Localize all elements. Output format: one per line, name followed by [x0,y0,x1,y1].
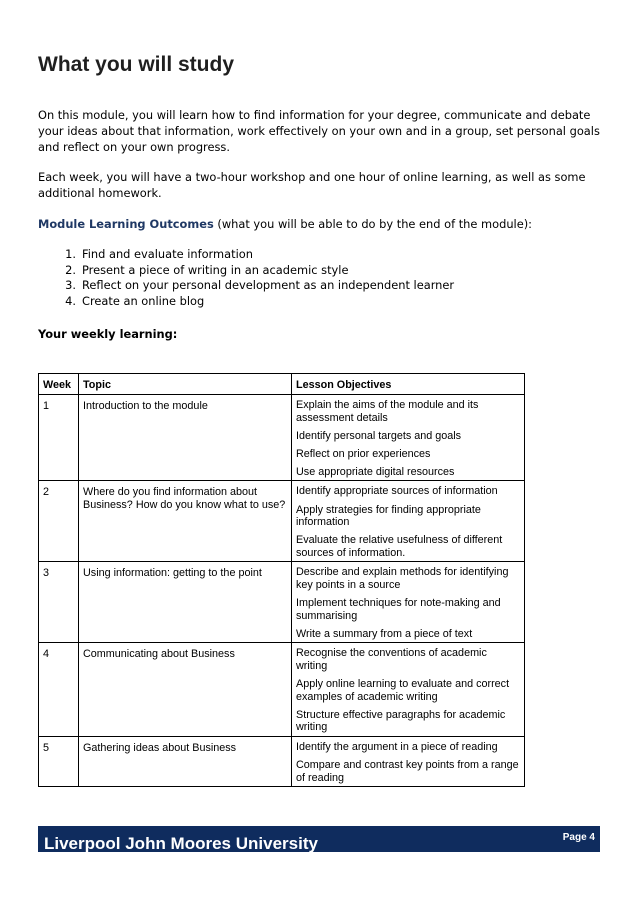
objective-item: Identify appropriate sources of information [296,485,498,498]
page-footer [38,826,600,852]
topic-cell: Where do you find information about Business? How do you know what to use? [79,481,292,562]
week-cell: 4 [39,643,79,737]
objective-item: Use appropriate digital resources [296,465,455,478]
outcome-text: Find and evaluate information [82,247,253,261]
table-row [39,481,525,562]
topic-cell: Introduction to the module [79,395,292,481]
objective-item: Identify the argument in a piece of reading [296,740,498,753]
header-objectives: Lesson Objectives [292,374,525,395]
objective-item: Explain the aims of the module and its assessment details [296,399,479,424]
objective-item: Recognise the conventions of academic writing [296,647,487,672]
outcome-text: Present a piece of writing in an academic style [82,262,349,277]
objective-item: Compare and contrast key points from a range of reading [296,759,519,784]
university-name: Liverpool John Moores University [44,834,318,853]
weekly-learning-heading: Your weekly learning: [38,327,178,341]
topic-cell: Using information: getting to the point [79,562,292,643]
objectives-cell [292,562,525,643]
outcomes-subtext: (what you will be able to do by the end of the module): [213,217,533,231]
outcome-text: Create an online blog [82,294,205,309]
outcome-number: 2. [65,262,76,277]
objective-item: Structure effective paragraphs for academic writing [296,708,506,734]
outcome-number: 4. [65,294,76,309]
intro-paragraph: On this module, you will learn how to find information for your degree, communicate and debate your ideas about that information, work effectively on your own and in a group, set personal goals and reflect on your own progress. [38,108,600,154]
header-week: Week [39,374,79,395]
week-cell: 5 [39,736,79,786]
table-row [39,643,525,737]
table-header-row [39,374,525,395]
table-row [39,395,525,481]
table-row [39,562,525,643]
week-cell: 1 [39,395,79,481]
weekly-schedule-table [38,373,525,787]
objectives-cell [292,736,525,786]
outcome-item [38,247,454,263]
outcome-item [38,294,454,310]
outcomes-heading: Module Learning Outcomes [38,217,214,231]
outcome-item [38,263,454,279]
page-title: What you will study [38,53,235,76]
outcome-text: Reflect on your personal development as an independent learner [82,278,455,293]
objectives-cell [292,395,525,481]
outcome-number: 1. [65,247,76,261]
week-cell: 3 [39,562,79,643]
header-topic: Topic [79,374,292,395]
objectives-cell [292,643,525,737]
objective-item: Apply online learning to evaluate and correct examples of academic writing [296,678,510,703]
week-cell: 2 [39,481,79,562]
objectives-cell [292,481,525,562]
learning-outcomes-list [38,247,454,310]
table-row [39,736,525,786]
objective-item: Reflect on prior experiences [296,447,431,460]
objective-item: Apply strategies for finding appropriate information [296,503,481,529]
week-info-paragraph: Each week, you will have a two-hour workshop and one hour of online learning, as well as some additional homework. [38,170,586,200]
objective-item: Implement techniques for note-making and summarising [296,597,501,622]
objective-item: Identify personal targets and goals [296,429,462,442]
outcomes-intro [38,216,606,232]
outcome-item [38,278,454,294]
objective-item: Write a summary from a piece of text [296,627,473,640]
page-number: Page 4 [562,832,595,843]
topic-cell: Communicating about Business [79,643,292,737]
outcome-number: 3. [65,278,76,293]
objective-item: Describe and explain methods for identifying key points in a source [296,566,509,592]
topic-cell: Gathering ideas about Business [79,736,292,786]
objective-item: Evaluate the relative usefulness of different sources of information. [296,534,503,559]
